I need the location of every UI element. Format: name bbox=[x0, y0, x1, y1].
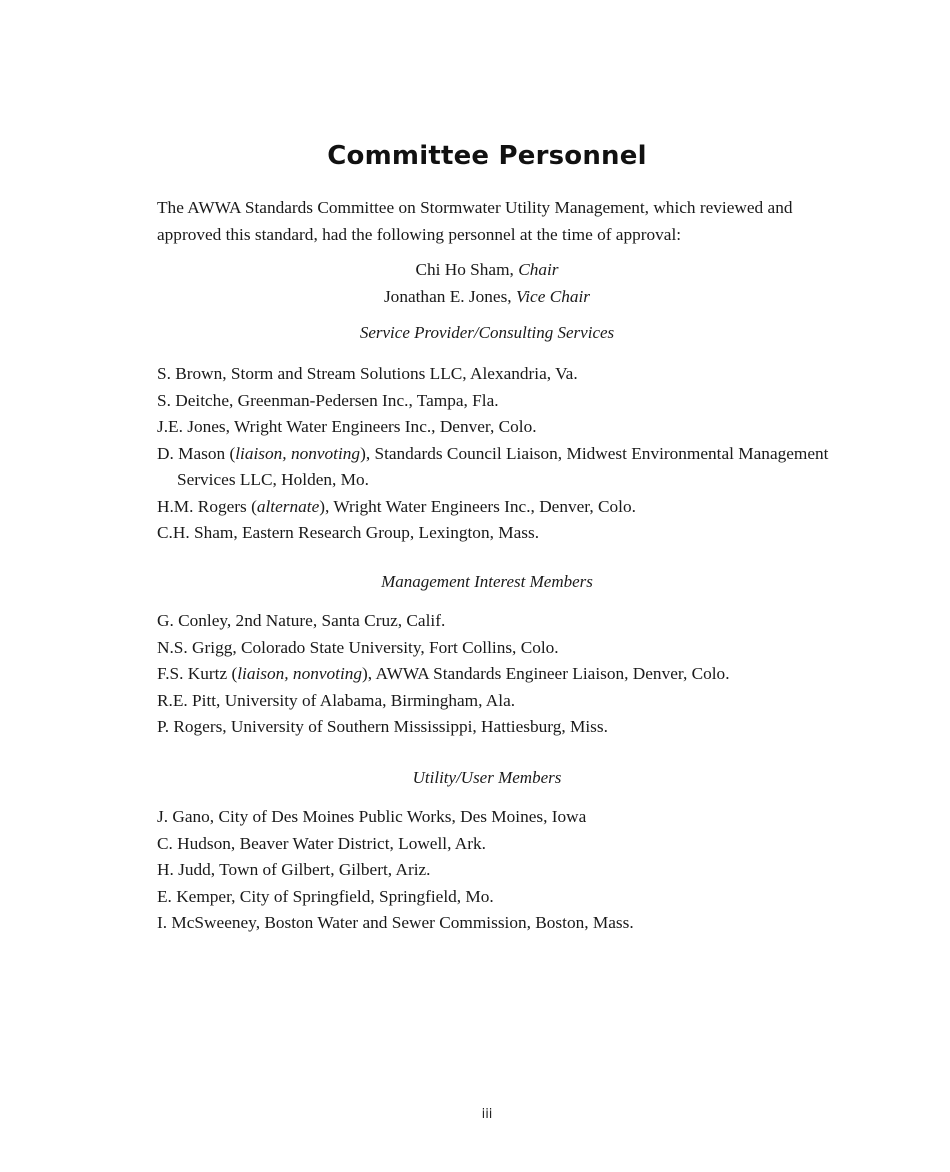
officer-role: Vice Chair bbox=[515, 286, 591, 306]
list-item: J. Gano, City of Des Moines Public Works, Des Moines, Iowa bbox=[157, 807, 587, 826]
list-item: H.M. Rogers (alternate), Wright Water Engineers Inc., Denver, Colo. bbox=[157, 496, 636, 516]
group-heading-management-interest: Management Interest Members bbox=[381, 572, 593, 591]
officer-name: Jonathan E. Jones, bbox=[383, 286, 512, 306]
list-item: N.S. Grigg, Colorado State University, Fort Collins, Colo. bbox=[157, 637, 559, 657]
list-item: H. Judd, Town of Gilbert, Gilbert, Ariz. bbox=[157, 860, 431, 879]
member-list-service-provider bbox=[157, 361, 837, 547]
group-heading-utility-user: Utility/User Members bbox=[412, 768, 562, 787]
intro-paragraph: The AWWA Standards Committee on Stormwater Utility Management, which reviewed and approved this standard, had the following personnel at the time of approval: bbox=[157, 198, 793, 244]
list-item: C.H. Sham, Eastern Research Group, Lexington, Mass. bbox=[157, 523, 540, 542]
list-item: I. McSweeney, Boston Water and Sewer Commission, Boston, Mass. bbox=[157, 913, 634, 932]
list-item: C. Hudson, Beaver Water District, Lowell, Ark. bbox=[157, 833, 486, 853]
officer-chair bbox=[0, 257, 950, 284]
member-list-management-interest bbox=[157, 608, 837, 741]
list-item: S. Brown, Storm and Stream Solutions LLC, Alexandria, Va. bbox=[157, 364, 578, 383]
page-number: iii bbox=[481, 1107, 493, 1122]
list-item: R.E. Pitt, University of Alabama, Birmingham, Ala. bbox=[157, 690, 516, 710]
list-item: S. Deitche, Greenman-Pedersen Inc., Tampa, Fla. bbox=[157, 390, 499, 410]
member-list-utility-user bbox=[157, 804, 837, 937]
list-item: P. Rogers, University of Southern Mississippi, Hattiesburg, Miss. bbox=[157, 717, 608, 736]
list-item: D. Mason (liaison, nonvoting), Standards Council Liaison, Midwest Environmental Management Services LLC, Holden, Mo. bbox=[157, 443, 829, 489]
officer-name: Chi Ho Sham, bbox=[415, 260, 514, 279]
list-item: F.S. Kurtz (liaison, nonvoting), AWWA Standards Engineer Liaison, Denver, Colo. bbox=[157, 664, 730, 683]
officers-block bbox=[0, 257, 950, 310]
page-title: Committee Personnel bbox=[327, 141, 647, 172]
group-heading-service-provider: Service Provider/Consulting Services bbox=[359, 323, 615, 342]
list-item: G. Conley, 2nd Nature, Santa Cruz, Calif. bbox=[157, 611, 446, 630]
list-item: J.E. Jones, Wright Water Engineers Inc., Denver, Colo. bbox=[157, 417, 537, 436]
officer-vice-chair bbox=[0, 284, 950, 311]
officer-role: Chair bbox=[518, 260, 559, 279]
list-item: E. Kemper, City of Springfield, Springfield, Mo. bbox=[157, 886, 494, 906]
